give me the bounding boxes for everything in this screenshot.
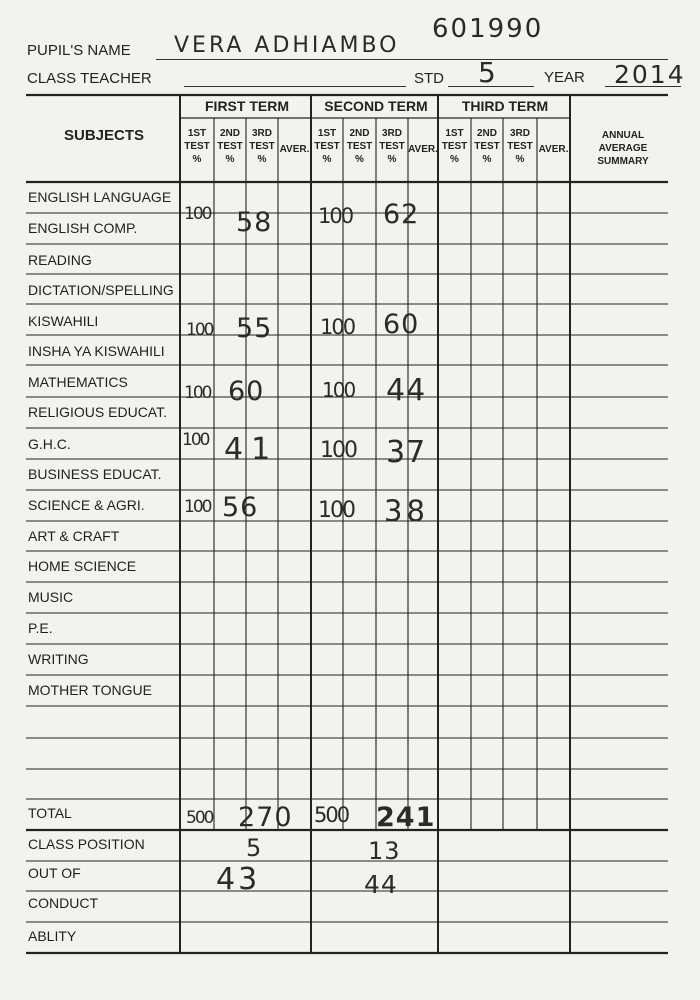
english-t1-score: 58 — [236, 207, 273, 238]
subject-label: WRITING — [28, 651, 89, 667]
year-value: 2014 — [614, 60, 686, 89]
ghc-t2-score: 37 — [386, 435, 427, 470]
science-t1-score: 56 — [222, 492, 259, 523]
out-of-label: OUT OF — [28, 865, 81, 881]
english-t1-outof: 100 — [184, 204, 211, 224]
term3-col1-header: 1ST TEST % — [441, 128, 468, 165]
out-of-t2: 44 — [364, 870, 398, 899]
subject-label: ENGLISH LANGUAGE — [28, 189, 172, 205]
kiswahili-t1-outof: 100 — [186, 320, 213, 340]
pupil-name-value: VERA ADHIAMBO — [174, 33, 400, 58]
subject-label: READING — [28, 252, 92, 268]
term3-col3-header: 3RD TEST % — [507, 128, 533, 165]
subject-label: MOTHER TONGUE — [28, 682, 152, 698]
total-t1: 270 — [238, 802, 293, 833]
term2-col1-header: 1ST TEST % — [314, 128, 340, 165]
admission-number: 601990 — [432, 14, 544, 44]
annual-average-header: ANNUAL AVERAGE SUMMARY — [597, 130, 649, 167]
mathematics-t1-outof: 100 — [184, 383, 211, 403]
english-t2-score: 62 — [383, 199, 420, 230]
second-term-header: SECOND TERM — [324, 98, 428, 114]
subject-label: ART & CRAFT — [28, 528, 120, 544]
term2-col2-header: 2ND TEST % — [346, 128, 373, 165]
english-t2-outof: 100 — [318, 204, 353, 228]
term3-col2-header: 2ND TEST % — [474, 128, 500, 165]
kiswahili-t1-score: 55 — [236, 313, 273, 344]
kiswahili-t2-outof: 100 — [320, 315, 355, 339]
class-position-label: CLASS POSITION — [28, 836, 145, 852]
std-value: 5 — [478, 56, 496, 89]
subject-label: RELIGIOUS EDUCAT. — [28, 404, 167, 420]
total-t1-outof: 500 — [186, 808, 213, 828]
subject-label: G.H.C. — [28, 436, 71, 452]
subject-label: INSHA YA KISWAHILI — [28, 343, 165, 359]
mathematics-t2-outof: 100 — [322, 378, 355, 402]
subject-label: KISWAHILI — [28, 313, 99, 329]
term2-col4-header: AVER. — [408, 144, 438, 155]
subject-label: SCIENCE & AGRI. — [28, 497, 145, 513]
science-t1-outof: 100 — [184, 497, 211, 517]
subject-label: ENGLISH COMP. — [28, 220, 138, 236]
total-t2: 241 — [376, 802, 436, 833]
subjects-header: SUBJECTS — [63, 127, 145, 144]
year-label: YEAR — [544, 69, 585, 86]
ghc-t1-outof: 100 — [182, 430, 209, 450]
subject-label: HOME SCIENCE — [28, 558, 137, 574]
first-term-header: FIRST TERM — [205, 98, 289, 114]
total-label: TOTAL — [28, 805, 72, 821]
third-term-header: THIRD TERM — [461, 98, 549, 114]
position-t2: 13 — [368, 837, 401, 865]
kiswahili-t2-score: 60 — [383, 309, 420, 340]
subject-label: BUSINESS EDUCAT. — [28, 466, 162, 482]
science-t2-outof: 100 — [318, 498, 354, 523]
total-t2-outof: 500 — [314, 803, 349, 827]
term1-col3-header: 3RD TEST % — [249, 128, 275, 165]
term2-col3-header: 3RD TEST % — [379, 128, 405, 165]
mathematics-t2-score: 44 — [386, 373, 427, 408]
term3-col4-header: AVER. — [538, 144, 569, 155]
out-of-t1: 43 — [216, 862, 261, 897]
subject-label: P.E. — [28, 620, 53, 636]
term1-col4-header: AVER. — [279, 144, 310, 155]
class-teacher-label: CLASS TEACHER — [27, 70, 152, 87]
mathematics-t1-score: 60 — [228, 376, 265, 407]
std-label: STD — [414, 70, 444, 87]
pupil-name-label: PUPIL'S NAME — [27, 42, 131, 59]
term1-col2-header: 2ND TEST % — [217, 128, 243, 165]
term1-col1-header: 1ST TEST % — [184, 128, 210, 165]
subject-label: MATHEMATICS — [28, 374, 128, 390]
ability-label: ABLITY — [28, 928, 77, 944]
ghc-t1-score: 41 — [224, 432, 279, 467]
subject-label: MUSIC — [28, 589, 74, 605]
conduct-label: CONDUCT — [28, 895, 98, 911]
science-t2-score: 38 — [384, 494, 429, 528]
ghc-t2-outof: 100 — [320, 438, 356, 463]
position-t1: 5 — [246, 834, 263, 862]
subject-label: DICTATION/SPELLING — [28, 282, 174, 298]
